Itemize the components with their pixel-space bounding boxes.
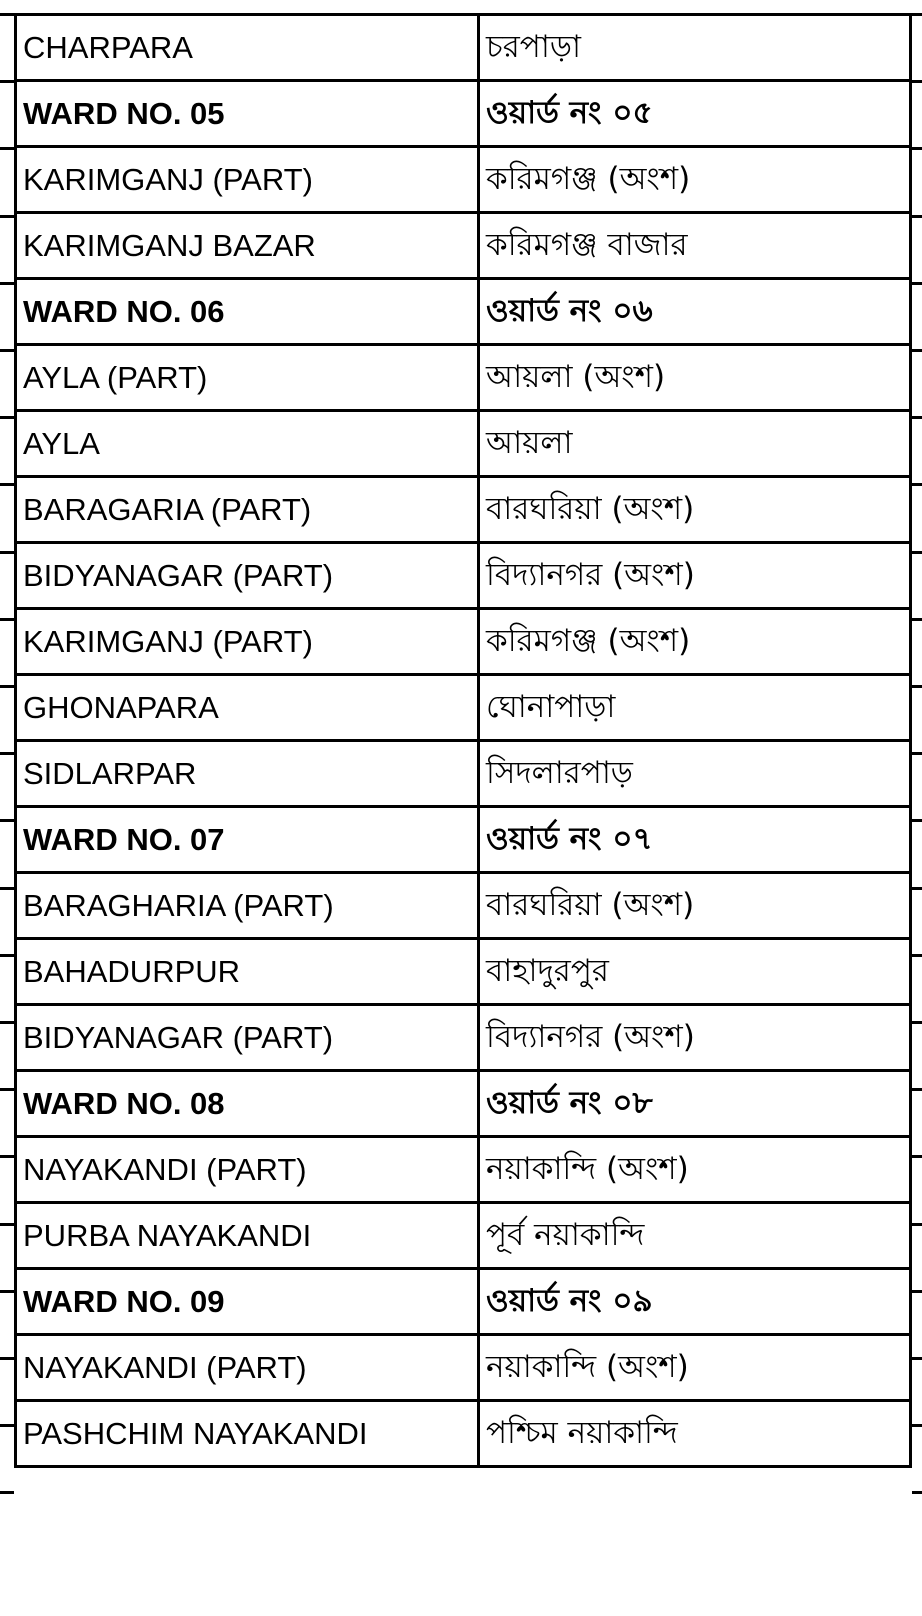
row-divider: [0, 1021, 14, 1024]
bengali-name-cell: বিদ্যানগর (অংশ): [479, 1005, 911, 1071]
ward-header-row: [16, 279, 911, 345]
row-divider: [912, 1021, 922, 1024]
english-name-cell: KARIMGANJ (PART): [16, 147, 479, 213]
bengali-name-cell: আয়লা (অংশ): [479, 345, 911, 411]
english-name-cell: WARD NO. 06: [16, 279, 479, 345]
row-divider: [912, 1088, 922, 1091]
row-divider: [912, 1223, 922, 1226]
row-divider: [0, 416, 14, 419]
row-divider: [0, 1155, 14, 1158]
english-name-cell: CHARPARA: [16, 15, 479, 81]
row-divider: [0, 551, 14, 554]
english-name-cell: WARD NO. 07: [16, 807, 479, 873]
bengali-name-cell: ওয়ার্ড নং ০৯: [479, 1269, 911, 1335]
bengali-name-cell: ওয়ার্ড নং ০৫: [479, 81, 911, 147]
row-divider: [0, 349, 14, 352]
row-divider: [912, 551, 922, 554]
row-divider: [912, 13, 922, 16]
bengali-name-cell: বাহাদুরপুর: [479, 939, 911, 1005]
english-name-cell: NAYAKANDI (PART): [16, 1137, 479, 1203]
bengali-name-cell: ওয়ার্ড নং ০৮: [479, 1071, 911, 1137]
row-divider: [0, 618, 14, 621]
ward-header-row: [16, 1071, 911, 1137]
english-name-cell: WARD NO. 05: [16, 81, 479, 147]
table-row: [16, 1005, 911, 1071]
row-divider: [0, 282, 14, 285]
table-row: [16, 873, 911, 939]
bengali-name-cell: বারঘরিয়া (অংশ): [479, 873, 911, 939]
table-row: [16, 477, 911, 543]
bengali-name-cell: নয়াকান্দি (অংশ): [479, 1335, 911, 1401]
row-divider: [912, 215, 922, 218]
bengali-name-cell: আয়লা: [479, 411, 911, 477]
english-name-cell: BAHADURPUR: [16, 939, 479, 1005]
row-divider: [0, 1088, 14, 1091]
row-divider: [912, 819, 922, 822]
right-adjacent-column: [912, 0, 922, 1540]
ward-header-row: [16, 1269, 911, 1335]
row-divider: [912, 887, 922, 890]
table-row: [16, 15, 911, 81]
row-divider: [0, 887, 14, 890]
table-row: [16, 939, 911, 1005]
bengali-name-cell: পশ্চিম নয়াকান্দি: [479, 1401, 911, 1467]
row-divider: [912, 416, 922, 419]
table-row: [16, 543, 911, 609]
row-divider: [0, 819, 14, 822]
table-row: [16, 609, 911, 675]
row-divider: [912, 752, 922, 755]
bengali-name-cell: পূর্ব নয়াকান্দি: [479, 1203, 911, 1269]
bengali-name-cell: করিমগঞ্জ (অংশ): [479, 609, 911, 675]
row-divider: [912, 282, 922, 285]
row-divider: [912, 147, 922, 150]
english-name-cell: GHONAPARA: [16, 675, 479, 741]
row-divider: [912, 618, 922, 621]
bengali-name-cell: ঘোনাপাড়া: [479, 675, 911, 741]
row-divider: [0, 1424, 14, 1427]
table-row: [16, 147, 911, 213]
row-divider: [912, 685, 922, 688]
english-name-cell: SIDLARPAR: [16, 741, 479, 807]
bengali-name-cell: ওয়ার্ড নং ০৬: [479, 279, 911, 345]
english-name-cell: BIDYANAGAR (PART): [16, 1005, 479, 1071]
bengali-name-cell: নয়াকান্দি (অংশ): [479, 1137, 911, 1203]
english-name-cell: KARIMGANJ BAZAR: [16, 213, 479, 279]
bengali-name-cell: বিদ্যানগর (অংশ): [479, 543, 911, 609]
row-divider: [0, 215, 14, 218]
row-divider: [0, 1290, 14, 1293]
table-row: [16, 1137, 911, 1203]
table-row: [16, 213, 911, 279]
bengali-name-cell: করিমগঞ্জ (অংশ): [479, 147, 911, 213]
table-body: [16, 15, 911, 1467]
row-divider: [0, 685, 14, 688]
row-divider: [912, 80, 922, 83]
row-divider: [0, 752, 14, 755]
row-divider: [912, 1424, 922, 1427]
english-name-cell: NAYAKANDI (PART): [16, 1335, 479, 1401]
bengali-name-cell: সিদলারপাড়: [479, 741, 911, 807]
english-name-cell: BARAGARIA (PART): [16, 477, 479, 543]
english-name-cell: BIDYANAGAR (PART): [16, 543, 479, 609]
english-name-cell: PASHCHIM NAYAKANDI: [16, 1401, 479, 1467]
row-divider: [0, 147, 14, 150]
english-name-cell: BARAGHARIA (PART): [16, 873, 479, 939]
english-name-cell: AYLA: [16, 411, 479, 477]
table-row: [16, 345, 911, 411]
table-row: [16, 1335, 911, 1401]
english-name-cell: WARD NO. 09: [16, 1269, 479, 1335]
row-divider: [912, 1155, 922, 1158]
row-divider: [0, 80, 14, 83]
english-name-cell: WARD NO. 08: [16, 1071, 479, 1137]
english-name-cell: KARIMGANJ (PART): [16, 609, 479, 675]
english-name-cell: PURBA NAYAKANDI: [16, 1203, 479, 1269]
row-divider: [912, 954, 922, 957]
bengali-name-cell: চরপাড়া: [479, 15, 911, 81]
row-divider: [912, 1357, 922, 1360]
row-divider: [0, 1223, 14, 1226]
ward-locality-table: [14, 13, 912, 1468]
bengali-name-cell: করিমগঞ্জ বাজার: [479, 213, 911, 279]
row-divider: [0, 483, 14, 486]
left-adjacent-column: [0, 0, 14, 1540]
table-row: [16, 1401, 911, 1467]
bengali-name-cell: ওয়ার্ড নং ০৭: [479, 807, 911, 873]
table-row: [16, 1203, 911, 1269]
row-divider: [912, 1290, 922, 1293]
row-divider: [912, 483, 922, 486]
table-row: [16, 675, 911, 741]
ward-header-row: [16, 807, 911, 873]
ward-header-row: [16, 81, 911, 147]
row-divider: [912, 1491, 922, 1494]
row-divider: [0, 1357, 14, 1360]
row-divider: [0, 1491, 14, 1494]
english-name-cell: AYLA (PART): [16, 345, 479, 411]
bengali-name-cell: বারঘরিয়া (অংশ): [479, 477, 911, 543]
table-row: [16, 411, 911, 477]
row-divider: [912, 349, 922, 352]
row-divider: [0, 954, 14, 957]
table-row: [16, 741, 911, 807]
row-divider: [0, 13, 14, 16]
